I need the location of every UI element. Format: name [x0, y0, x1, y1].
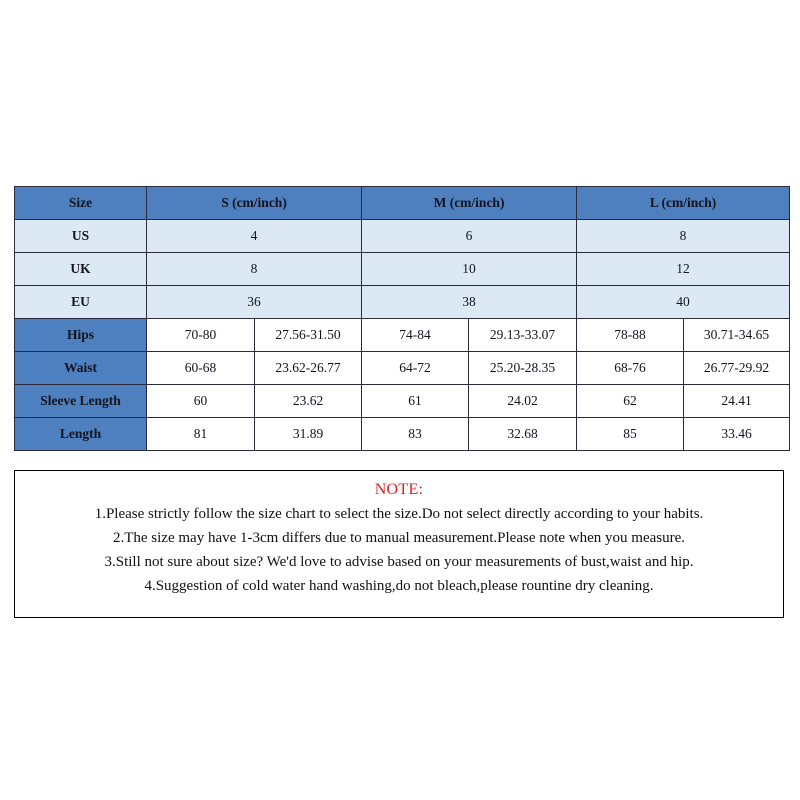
- size-chart-body: [15, 187, 789, 450]
- cell-length-m-inch: 32.68: [469, 418, 576, 450]
- header-cell-s: S (cm/inch): [147, 187, 361, 219]
- cell-eu-s: 36: [147, 286, 361, 318]
- row-label-length: Length: [15, 418, 146, 450]
- row-label-hips: Hips: [15, 319, 146, 351]
- cell-waist-s-inch: 23.62-26.77: [255, 352, 361, 384]
- note-line-2: 2.The size may have 1-3cm differs due to manual measurement.Please note when you measure.: [112, 530, 686, 546]
- note-title: NOTE:: [374, 481, 424, 498]
- cell-hips-m-inch: 29.13-33.07: [469, 319, 576, 351]
- table-row-waist: [15, 352, 789, 384]
- row-label-waist: Waist: [15, 352, 146, 384]
- table-row-sleeve-length: [15, 385, 789, 417]
- cell-waist-l-cm: 68-76: [577, 352, 683, 384]
- table-row-us: [15, 220, 789, 252]
- cell-waist-m-inch: 25.20-28.35: [469, 352, 576, 384]
- cell-uk-l: 12: [577, 253, 789, 285]
- cell-hips-s-inch: 27.56-31.50: [255, 319, 361, 351]
- cell-sleeve-s-cm: 60: [147, 385, 254, 417]
- note-line-3: 3.Still not sure about size? We'd love to advise based on your measurements of bust,waist and hip.: [104, 554, 694, 570]
- row-label-eu: EU: [15, 286, 146, 318]
- cell-length-l-inch: 33.46: [684, 418, 789, 450]
- size-chart-table: [14, 186, 790, 451]
- cell-waist-m-cm: 64-72: [362, 352, 468, 384]
- cell-length-m-cm: 83: [362, 418, 468, 450]
- table-row-uk: [15, 253, 789, 285]
- cell-length-l-cm: 85: [577, 418, 683, 450]
- table-header-row: [15, 187, 789, 219]
- cell-length-s-cm: 81: [147, 418, 254, 450]
- cell-us-m: 6: [362, 220, 576, 252]
- table-row-eu: [15, 286, 789, 318]
- cell-length-s-inch: 31.89: [255, 418, 361, 450]
- note-line-4: 4.Suggestion of cold water hand washing,do not bleach,please rountine dry cleaning.: [144, 578, 654, 594]
- cell-eu-m: 38: [362, 286, 576, 318]
- cell-hips-m-cm: 74-84: [362, 319, 468, 351]
- cell-waist-s-cm: 60-68: [147, 352, 254, 384]
- note-box: [14, 470, 784, 618]
- header-cell-m: M (cm/inch): [362, 187, 576, 219]
- cell-sleeve-m-cm: 61: [362, 385, 468, 417]
- table-row-hips: [15, 319, 789, 351]
- header-cell-size: Size: [15, 187, 146, 219]
- cell-sleeve-s-inch: 23.62: [255, 385, 361, 417]
- cell-us-l: 8: [577, 220, 789, 252]
- table-row-length: [15, 418, 789, 450]
- cell-us-s: 4: [147, 220, 361, 252]
- cell-hips-l-inch: 30.71-34.65: [684, 319, 789, 351]
- cell-sleeve-l-cm: 62: [577, 385, 683, 417]
- row-label-uk: UK: [15, 253, 146, 285]
- row-label-sleeve-length: Sleeve Length: [15, 385, 146, 417]
- note-line-1: 1.Please strictly follow the size chart to select the size.Do not select directly according to your habits.: [94, 506, 704, 522]
- cell-sleeve-l-inch: 24.41: [684, 385, 789, 417]
- cell-eu-l: 40: [577, 286, 789, 318]
- cell-uk-s: 8: [147, 253, 361, 285]
- header-cell-l: L (cm/inch): [577, 187, 789, 219]
- cell-hips-s-cm: 70-80: [147, 319, 254, 351]
- cell-waist-l-inch: 26.77-29.92: [684, 352, 789, 384]
- cell-sleeve-m-inch: 24.02: [469, 385, 576, 417]
- row-label-us: US: [15, 220, 146, 252]
- cell-hips-l-cm: 78-88: [577, 319, 683, 351]
- cell-uk-m: 10: [362, 253, 576, 285]
